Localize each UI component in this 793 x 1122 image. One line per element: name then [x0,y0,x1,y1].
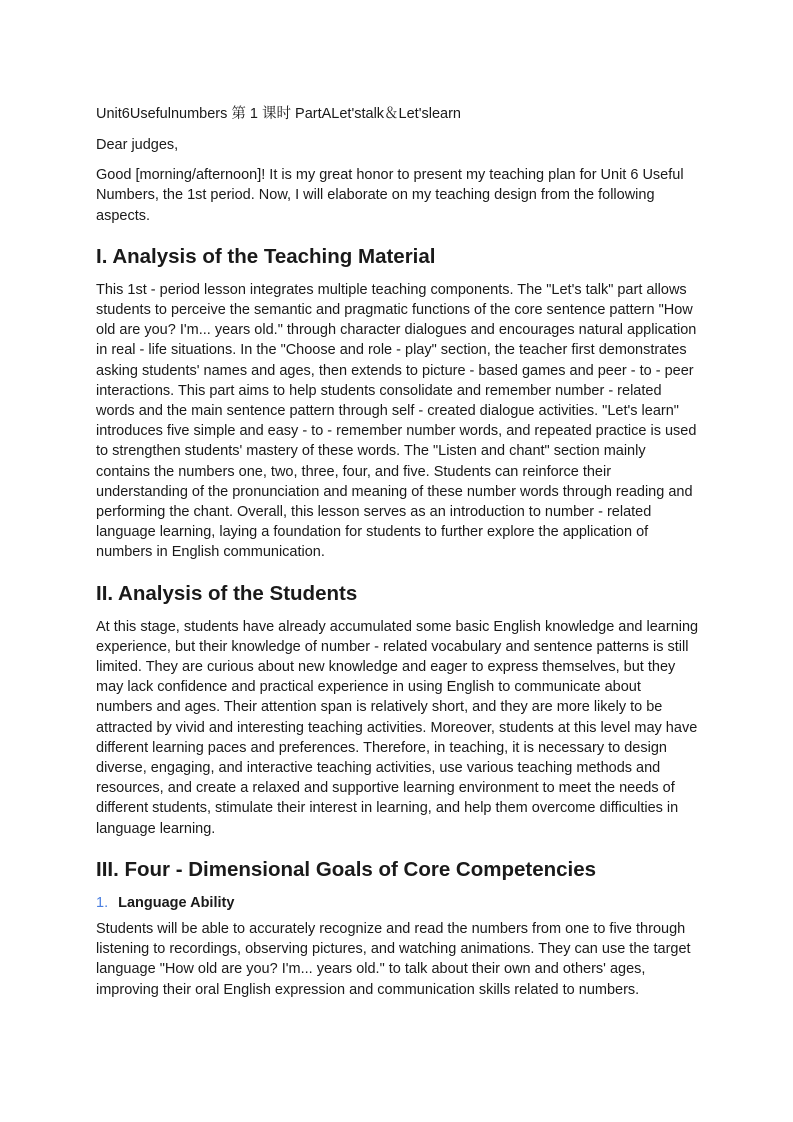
section-body-students: At this stage, students have already accumulated some basic English knowledge and learning experience, but their knowledge of number - related vocabulary and sentence patterns is still limited. They are curious about new knowledge and eager to express themselves, but they may lack confidence and practical experience in using English to communicate about numbers and ages. Their attention span is relatively short, and they are more likely to be attracted by vivid and interesting teaching activities. Moreover, students at this level may have different learning paces and preferences. Therefore, in teaching, it is necessary to design diverse, engaging, and interactive teaching activities, use various teaching methods and resources, and create a relaxed and supportive learning environment to meet the needs of different students, stimulate their interest in learning, and help them overcome difficulties in language learning. [96,618,699,837]
list-number: 1. [96,894,109,911]
section-heading-core-competencies: III. Four - Dimensional Goals of Core Competencies [96,857,597,881]
document-title: Unit6Usefulnumbers 第 1 课时 PartALet'stalk＆Let'slearn [96,106,461,122]
language-ability-body: Students will be able to accurately recognize and read the numbers from one to five through listening to recordings, observing pictures, and watching animations. They can use the target language "How old are you? I'm... years old." to talk about their own and others' ages, improving their oral English expression and communication skills related to numbers. [96,920,691,998]
document-page [96,104,701,1010]
intro-paragraph: Good [morning/afternoon]! It is my great honor to present my teaching plan for Unit 6 Useful Numbers, the 1st period. Now, I will elaborate on my teaching design from the following aspects. [96,167,684,224]
list-item-language-ability [96,893,701,913]
list-label: Language Ability [118,894,235,911]
section-heading-students: II. Analysis of the Students [96,581,358,605]
greeting: Dear judges, [96,137,179,153]
section-heading-teaching-material: I. Analysis of the Teaching Material [96,244,436,268]
section-body-teaching-material: This 1st - period lesson integrates multiple teaching components. The "Let's talk" part allows students to perceive the semantic and pragmatic functions of the core sentence pattern "How old are you? I'm... years old." through character dialogues and encourages natural application in real - life situations. In the "Choose and role - play" section, the teacher first demonstrates asking students' names and ages, then extends to picture - based games and peer - to - peer interactions. This part aims to help students consolidate and remember number - related words and the main sentence pattern through self - created dialogue activities. "Let's learn" introduces five simple and easy - to - remember number words, and repeated practice is used to strengthen students' mastery of these words. The "Listen and chant" section mainly contains the numbers one, two, three, four, and five. Students can reinforce their understanding of the pronunciation and meaning of these number words through reading and performing the chant. Overall, this lesson serves as an introduction to number - related language learning, laying a foundation for students to further explore the application of numbers in English communication. [96,281,697,561]
